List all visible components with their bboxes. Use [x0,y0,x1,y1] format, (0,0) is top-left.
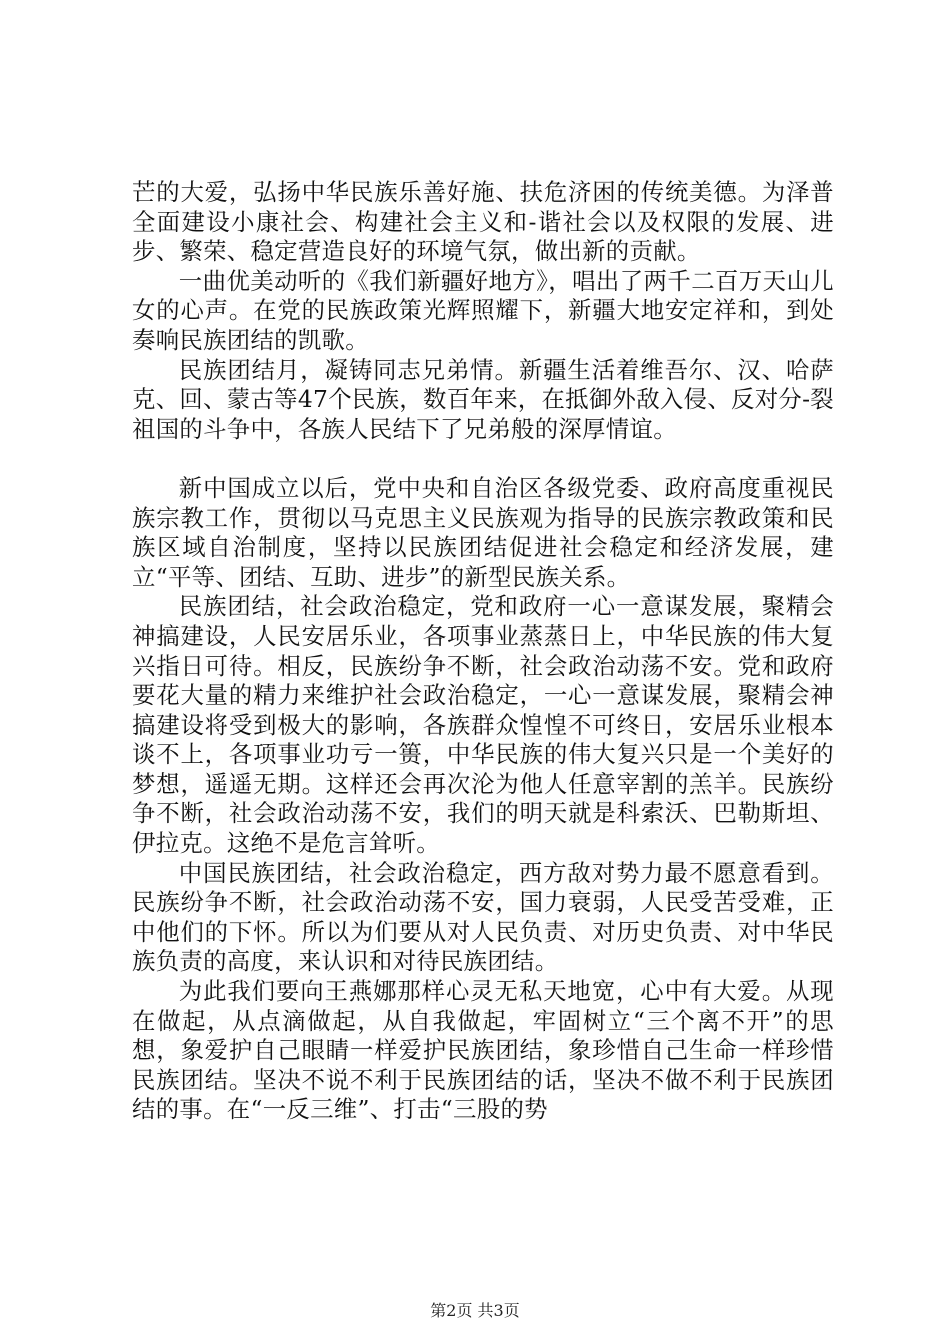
paragraph-3: 民族团结月，凝铸同志兄弟情。新疆生活着维吾尔、汉、哈萨克、回、蒙古等47个民族，数百年来，在抵御外敌入侵、反对分-裂祖国的斗争中，各族人民结下了兄弟般的深厚情谊。 [132,355,834,443]
paragraph-7: 为此我们要向王燕娜那样心灵无私天地宽，心中有大爱。从现在做起，从点滴做起，从自我做起，牢固树立“三个离不开”的思想，象爱护自己眼睛一样爱护民族团结，象珍惜自己生命一样珍惜民族团结。坚决不说不利于民族团结的话，坚决不做不利于民族团结的事。在“一反三维”、打击“三股的势 [132,977,834,1124]
paragraph-6: 中国民族团结，社会政治稳定，西方敌对势力最不愿意看到。民族纷争不断，社会政治动荡不安，国力衰弱，人民受苦受难，正中他们的下怀。所以为们要从对人民负责、对历史负责、对中华民族负责的高度，来认识和对待民族团结。 [132,858,834,976]
paragraph-5: 民族团结，社会政治稳定，党和政府一心一意谋发展，聚精会神搞建设，人民安居乐业，各项事业蒸蒸日上，中华民族的伟大复兴指日可待。相反，民族纷争不断，社会政治动荡不安。党和政府要花大量的精力来维护社会政治稳定，一心一意谋发展，聚精会神搞建设将受到极大的影响，各族群众惶惶不可终日，安居乐业根本谈不上，各项事业功亏一篑，中华民族的伟大复兴只是一个美好的梦想，遥遥无期。这样还会再次沦为他人任意宰割的羔羊。民族纷争不断，社会政治动荡不安，我们的明天就是科索沃、巴勒斯坦、伊拉克。这绝不是危言耸听。 [132,592,834,858]
document-body [132,178,834,1125]
paragraph-2: 一曲优美动听的《我们新疆好地方》，唱出了两千二百万天山儿女的心声。在党的民族政策光辉照耀下，新疆大地安定祥和，到处奏响民族团结的凯歌。 [132,266,834,354]
page-footer: 第2页 共3页 [430,1301,520,1320]
paragraph-spacer [132,444,834,474]
paragraph-1: 芒的大爱，弘扬中华民族乐善好施、扶危济困的传统美德。为泽普全面建设小康社会、构建社会主义和-谐社会以及权限的发展、进步、繁荣、稳定营造良好的环境气氛，做出新的贡献。 [132,178,834,266]
paragraph-4: 新中国成立以后，党中央和自治区各级党委、政府高度重视民族宗教工作，贯彻以马克思主义民族观为指导的民族宗教政策和民族区域自治制度，坚持以民族团结促进社会稳定和经济发展，建立“平等、团结、互助、进步”的新型民族关系。 [132,473,834,591]
